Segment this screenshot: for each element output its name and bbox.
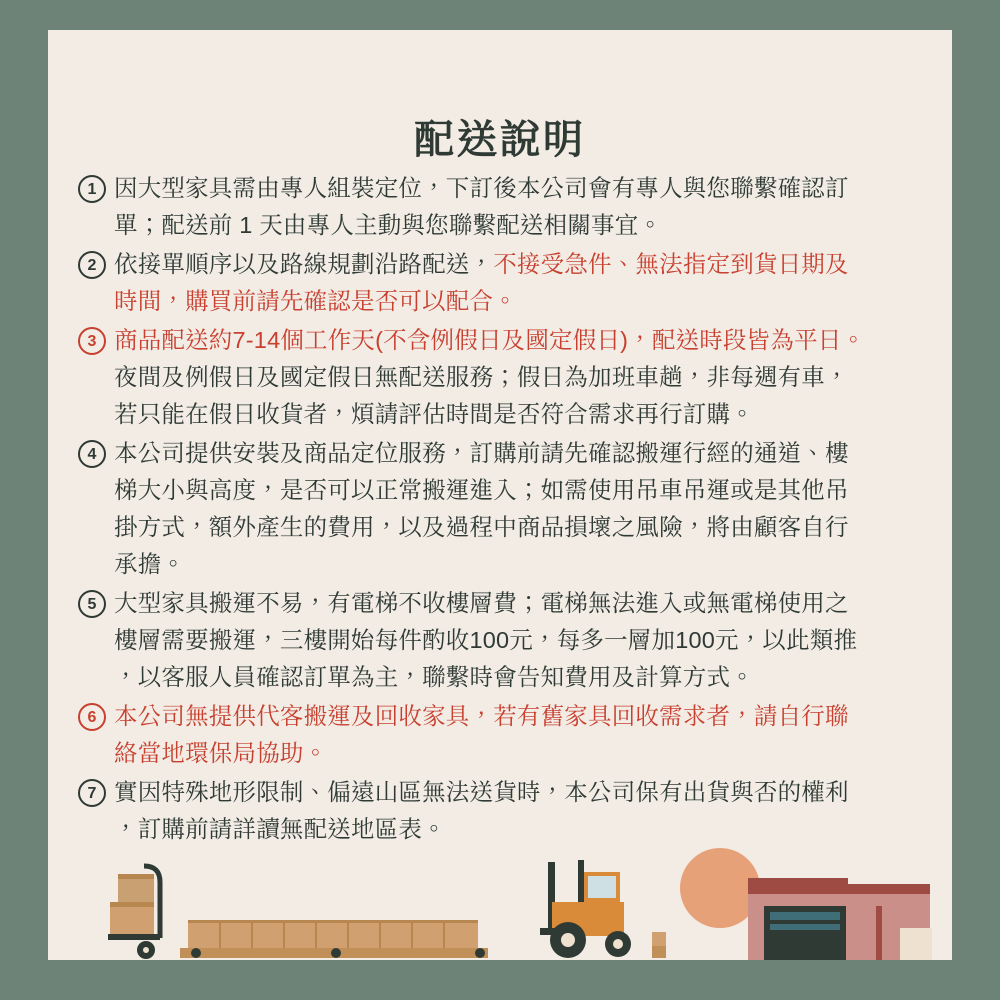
- text-run: 本公司提供安裝及商品定位服務，訂購前請先確認搬運行經的通道、樓: [114, 440, 849, 466]
- list-item-text: [114, 774, 934, 848]
- text-run: 不接受急件、無法指定到貨日期及: [493, 251, 849, 277]
- list-item-text: [114, 170, 934, 244]
- list-item-line: [114, 283, 934, 320]
- hand-truck-icon: [108, 866, 160, 959]
- text-run: 樓層需要搬運，三樓開始每件酌收100元，每多一層加100元，以此類推: [114, 627, 858, 653]
- list-item-line: [114, 322, 934, 359]
- text-run: ，訂購前請詳讀無配送地區表。: [114, 816, 446, 842]
- text-run: 梯大小與高度，是否可以正常搬運進入；如需使用吊車吊運或是其他吊: [114, 477, 849, 503]
- list-item-line: [114, 509, 934, 546]
- boxes-on-conveyor-icon: [180, 920, 488, 958]
- text-run: 時間，購買前請先確認是否可以配合。: [114, 288, 517, 314]
- list-item: [78, 435, 934, 583]
- list-item-line: [114, 585, 934, 622]
- logistics-illustration: [48, 840, 952, 960]
- list-item: [78, 774, 934, 848]
- text-run: 因大型家具需由專人組裝定位，下訂後本公司會有專人與您聯繫確認訂: [114, 175, 849, 201]
- list-item-text: [114, 322, 934, 433]
- list-item-line: [114, 472, 934, 509]
- text-run: 掛方式，額外產生的費用，以及過程中商品損壞之風險，將由顧客自行: [114, 514, 849, 540]
- list-item: [78, 246, 934, 320]
- list-item-line: [114, 546, 934, 583]
- list-item: [78, 698, 934, 772]
- list-item-text: [114, 698, 934, 772]
- text-run: 單；配送前 1 天由專人主動與您聯繫配送相關事宜。: [114, 212, 663, 238]
- list-item-line: [114, 435, 934, 472]
- text-run: 商品配送約7-14個工作天(不含例假日及國定假日)，配送時段皆為平日。: [114, 327, 866, 353]
- list-item-line: [114, 659, 934, 696]
- list-item-line: [114, 359, 934, 396]
- text-run: 若只能在假日收貨者，煩請評估時間是否符合需求再行訂購。: [114, 401, 754, 427]
- delivery-terms-list: [78, 170, 934, 850]
- list-item-number: 1: [78, 175, 106, 203]
- list-item-number: 3: [78, 327, 106, 355]
- list-item-line: [114, 774, 934, 811]
- list-item-number: 6: [78, 703, 106, 731]
- list-item: [78, 585, 934, 696]
- list-item-text: [114, 246, 934, 320]
- list-item-line: [114, 246, 934, 283]
- text-run: ，以客服人員確認訂單為主，聯繫時會告知費用及計算方式。: [114, 664, 754, 690]
- text-run: 承擔。: [114, 551, 186, 577]
- list-item-number: 5: [78, 590, 106, 618]
- page-title: 配送說明: [414, 118, 586, 162]
- list-item-text: [114, 435, 934, 583]
- text-run: 本公司無提供代客搬運及回收家具，若有舊家具回收需求者，請自行聯: [114, 703, 849, 729]
- list-item-number: 7: [78, 779, 106, 807]
- list-item-text: [114, 585, 934, 696]
- delivery-info-card: [48, 30, 952, 960]
- list-item: [78, 322, 934, 433]
- list-item-number: 2: [78, 251, 106, 279]
- forklift-icon: [540, 860, 666, 958]
- list-item-line: [114, 622, 934, 659]
- list-item-number: 4: [78, 440, 106, 468]
- list-item-line: [114, 735, 934, 772]
- text-run: 依接單順序以及路線規劃沿路配送，: [114, 251, 494, 277]
- list-item-line: [114, 396, 934, 433]
- text-run: 絡當地環保局協助。: [114, 740, 328, 766]
- text-run: 大型家具搬運不易，有電梯不收樓層費；電梯無法進入或無電梯使用之: [114, 590, 849, 616]
- list-item-line: [114, 170, 934, 207]
- list-item-line: [114, 207, 934, 244]
- text-run: 實因特殊地形限制、偏遠山區無法送貨時，本公司保有出貨與否的權利: [114, 779, 849, 805]
- list-item: [78, 170, 934, 244]
- list-item-line: [114, 698, 934, 735]
- text-run: 夜間及例假日及國定假日無配送服務；假日為加班車趟，非每週有車，: [114, 364, 849, 390]
